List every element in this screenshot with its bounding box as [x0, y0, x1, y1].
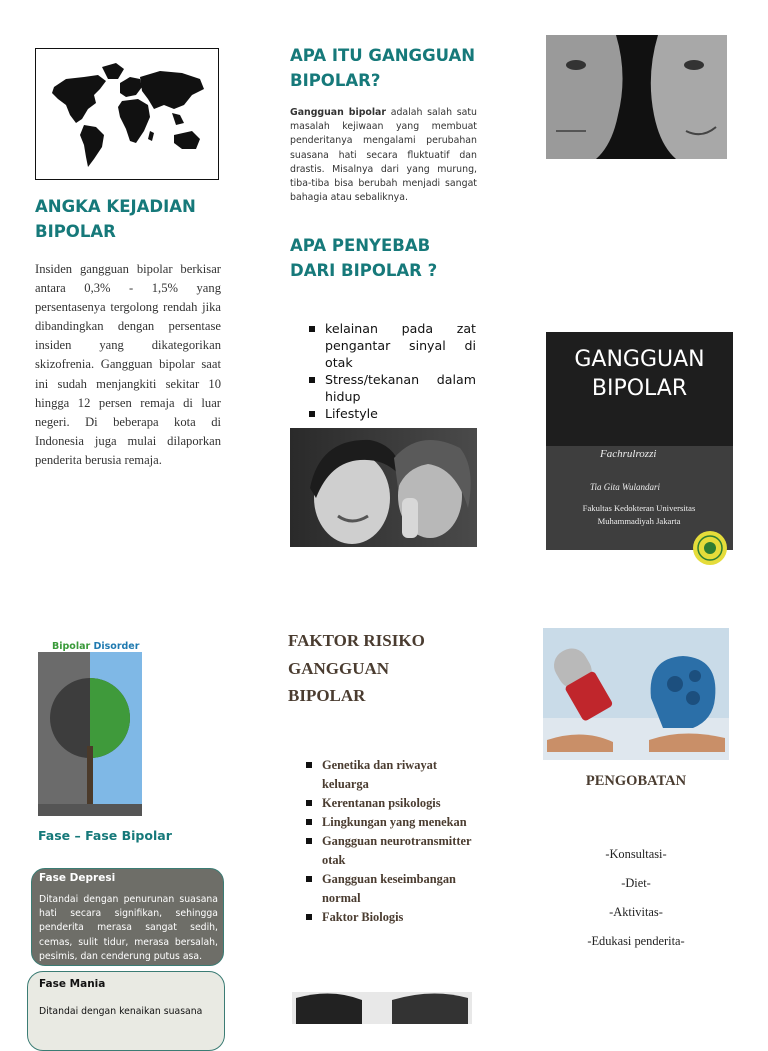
bipolar-disorder-image	[38, 628, 142, 816]
university-seal-icon	[692, 530, 728, 566]
list-item: Faktor Biologis	[304, 908, 479, 927]
cover-panel	[546, 332, 733, 550]
bipolar-image-word-1: Bipolar	[52, 641, 91, 652]
two-faces-photo	[546, 35, 727, 159]
fase-mania-title: Fase Mania	[39, 978, 106, 990]
bottom-partial-photo	[292, 992, 472, 1024]
list-item: -Edukasi penderita-	[587, 934, 685, 948]
cover-title: GANGGUAN BIPOLAR	[574, 347, 705, 401]
pengobatan-title: PENGOBATAN	[585, 773, 687, 789]
faktor-list	[304, 756, 479, 927]
fase-mania-box	[27, 971, 225, 1051]
bipolar-image-word-2: Disorder	[93, 641, 140, 652]
bipolar-image-caption	[52, 641, 139, 652]
list-item: Stress/tekanan dalam hidup	[307, 371, 476, 405]
pengobatan-list	[543, 840, 729, 956]
apa-itu-title: APA ITU GANGGUAN BIPOLAR?	[290, 46, 476, 90]
apa-itu-text: adalah salah satu masalah kejiwaan yang membuat penderitanya mengalami perubahan suasana hati secara fluktuatif dan drastis. Misalnya dari yang murung, tiba-tiba bisa berubah menjadi sangat bahagia atau sebaliknya.	[290, 107, 477, 204]
list-item: Kerentanan psikologis	[304, 794, 479, 813]
cover-institution: Fakultas Kedokteran Universitas Muhammadiyah Jakarta	[582, 503, 696, 526]
capsule-head-photo	[543, 628, 729, 760]
list-item: kelainan pada zat pengantar sinyal di otak	[307, 320, 476, 371]
list-item: Lifestyle	[307, 405, 476, 422]
cover-author-2: Tia Gita Wulandari	[590, 482, 661, 492]
penyebab-title: APA PENYEBAB DARI BIPOLAR ?	[290, 236, 438, 280]
fase-mania-body: Ditandai dengan kenaikan suasana	[39, 1006, 203, 1017]
women-photo	[290, 428, 477, 547]
apa-itu-term: Gangguan bipolar	[290, 107, 387, 118]
apa-itu-body	[290, 106, 477, 205]
angka-title: ANGKA KEJADIAN BIPOLAR	[35, 197, 196, 241]
list-item: Gangguan neurotransmitter otak	[304, 832, 479, 870]
list-item: Genetika dan riwayat keluarga	[304, 756, 479, 794]
list-item: -Diet-	[621, 876, 651, 890]
list-item: -Konsultasi-	[605, 847, 667, 861]
world-map-icon	[36, 49, 217, 178]
fase-title: Fase – Fase Bipolar	[38, 828, 172, 843]
list-item: Gangguan keseimbangan normal	[304, 870, 479, 908]
faktor-title: FAKTOR RISIKO GANGGUAN BIPOLAR	[288, 631, 425, 705]
cover-author-1: Fachrulrozzi	[600, 448, 657, 460]
fase-depresi-title: Fase Depresi	[39, 872, 116, 884]
fase-depresi-box	[31, 868, 224, 966]
list-item: Lingkungan yang menekan	[304, 813, 479, 832]
angka-body: Insiden gangguan bipolar berkisar antara 0,3% - 1,5% yang persentasenya tergolong rendah jika dibandingkan dengan persentase insiden yang dikategorikan skizofrenia. Gangguan bipolar saat ini sudah menjangkiti sekitar 10 hingga 12 persen remaja di luar negeri. Di beberapa kota di Indonesia juga mulai dilaporkan penderita berusia remaja.	[35, 262, 221, 467]
fase-depresi-body: Ditandai dengan penurunan suasana hati secara signifikan, sehingga penderita merasa sangat sedih, cemas, sulit tidur, merasa bersalah, pesimis, dan cenderung putus asa.	[39, 894, 218, 962]
world-map-frame	[35, 48, 219, 180]
list-item: -Aktivitas-	[609, 905, 663, 919]
penyebab-list	[307, 320, 476, 422]
